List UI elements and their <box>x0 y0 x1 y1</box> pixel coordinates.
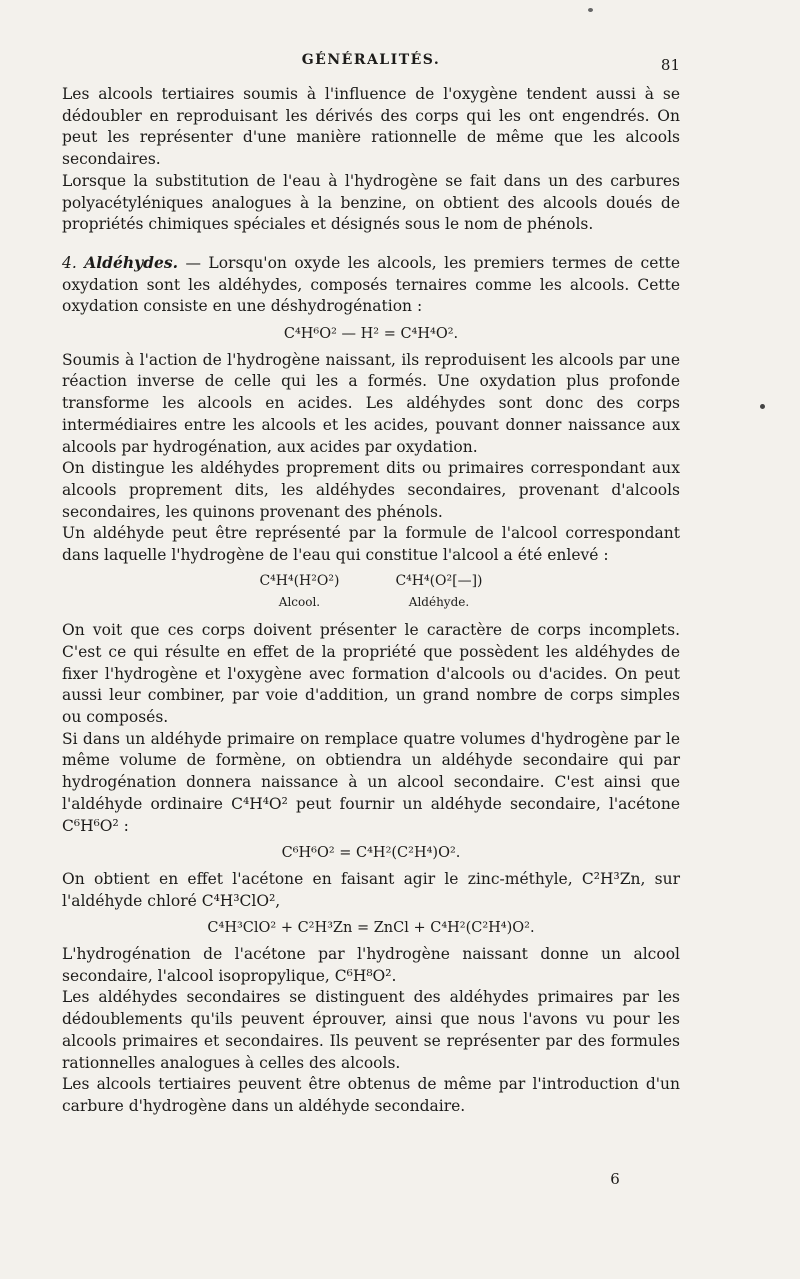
formula: C⁴H³ClO² + C²H³Zn = ZnCl + C⁴H²(C²H⁴)O². <box>207 920 535 937</box>
paragraph: On distingue les aldéhydes proprement dits ou primaires correspondant aux alcools proprement dits, les aldéhydes secondaires, provenant d'alcools secondaires, les quinons provenant des phénols. <box>62 459 680 521</box>
page-body <box>62 84 680 1118</box>
section-text: — Lorsqu'on oxyde les alcools, les premiers termes de cette oxydation sont les aldéhydes, composés ternaires comme les alcools. Cette oxydation consiste en une déshydrogénation : <box>62 253 680 316</box>
paragraph: On voit que ces corps doivent présenter le caractère de corps incomplets. C'est ce qui résulte en effet de la propriété que possèdent les aldéhydes de fixer l'hydrogène et l'oxygène avec formation d'alcools ou d'acides. On peut aussi leur combiner, par voie d'addition, un grand nombre de corps simples ou composés. <box>62 621 680 726</box>
section-number: 4. <box>62 253 77 272</box>
formula: C⁴H⁴(O²[—]) <box>395 572 483 589</box>
formula-label: Aldéhyde. <box>408 595 470 610</box>
running-header: GÉNÉRALITÉS. <box>301 52 441 68</box>
ink-speck <box>588 8 593 12</box>
paragraph: Si dans un aldéhyde primaire on remplace quatre volumes d'hydrogène par le même volume de formène, on obtiendra un aldéhyde secondaire qui par hydrogénation donnera naissance à un alcool secondaire. C'est ainsi que l'aldéhyde ordinaire C⁴H⁴O² peut fournir un aldéhyde secondaire, l'acétone C⁶H⁶O² : <box>62 729 680 835</box>
formula: C⁴H⁶O² — H² = C⁴H⁴O². <box>283 326 459 343</box>
paragraph: Soumis à l'action de l'hydrogène naissant, ils reproduisent les alcools par une réaction inverse de celle qui les a formés. Une oxydation plus profonde transforme les alcools en acides. Les aldéhydes sont donc des corps intermédiaires entre les alcools et les acides, pouvant donner naissance aux alcools par hydrogénation, aux acides par oxydation. <box>62 350 680 456</box>
section-paragraph <box>62 252 680 318</box>
paragraph: Les alcools tertiaires soumis à l'influence de l'oxygène tendent aussi à se dédoubler en reproduisant les dérivés des corps qui les ont engendrés. On peut les représenter d'une manière rationnelle de même que les alcools secondaires. <box>62 85 680 169</box>
formula-pair <box>62 571 680 614</box>
signature-mark: 6 <box>610 1170 620 1188</box>
formula-label: Alcool. <box>278 595 321 610</box>
paragraph: Les aldéhydes secondaires se distinguent des aldéhydes primaires par les dédoublements qu'ils peuvent éprouver, ainsi que nous l'avons vu pour les alcools primaires et secondaires. Ils peuvent se représenter par des formules rationnelles analogues à celles des alcools. <box>62 988 680 1072</box>
formula: C⁴H⁴(H²O²) <box>259 572 340 589</box>
alcohol-formula <box>259 571 339 614</box>
paragraph: Lorsque la substitution de l'eau à l'hydrogène se fait dans un des carbures polyacétyléniques analogues à la benzine, on obtient des alcools doués de propriétés chimiques spéciales et désignés sous le nom de phénols. <box>62 171 680 234</box>
paragraph: On obtient en effet l'acétone en faisant agir le zinc-méthyle, C²H³Zn, sur l'aldéhyde chloré C⁴H³ClO², <box>62 869 680 910</box>
paragraph: Un aldéhyde peut être représenté par la formule de l'alcool correspondant dans laquelle l'hydrogène de l'eau qui constitue l'alcool a été enlevé : <box>62 524 680 565</box>
aldehyde-formula <box>395 571 482 614</box>
paragraph: Les alcools tertiaires peuvent être obtenus de même par l'introduction d'un carbure d'hydrogène dans un aldéhyde secondaire. <box>62 1075 680 1115</box>
section-title: Aldéhydes. <box>84 252 178 272</box>
paragraph: L'hydrogénation de l'acétone par l'hydrogène naissant donne un alcool secondaire, l'alcool isopropylique, C⁶H⁸O². <box>62 945 680 985</box>
ink-speck <box>760 404 765 409</box>
page-number: 81 <box>660 56 680 74</box>
formula: C⁶H⁶O² = C⁴H²(C²H⁴)O². <box>281 845 461 862</box>
